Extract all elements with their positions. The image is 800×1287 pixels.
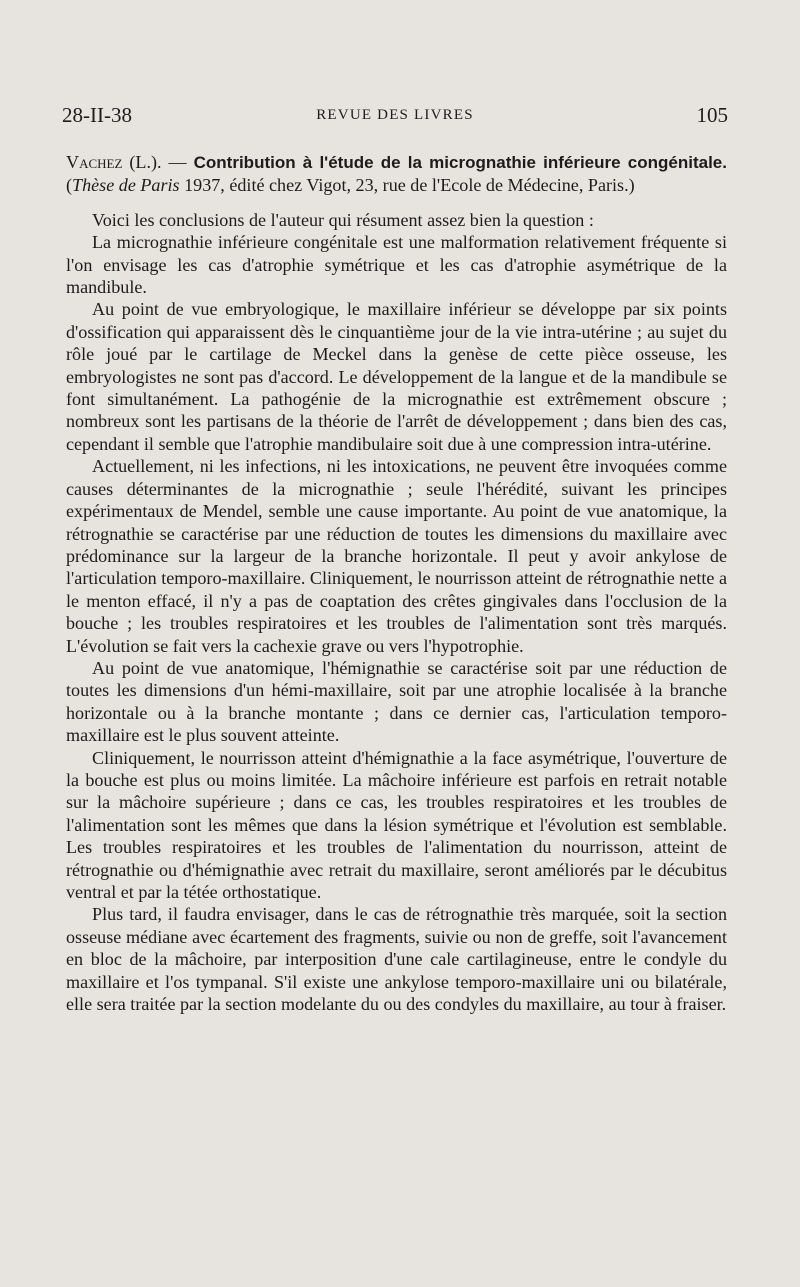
book-title: Contribution à l'étude de la micrognathie inférieure congénitale. (193, 153, 727, 172)
review-body (66, 151, 727, 1015)
thesis-open: ( (66, 175, 73, 196)
paragraph-clinical: Cliniquement, le nourrisson atteint d'hémignathie a la face asymétrique, l'ouverture de la bouche est plus ou moins limitée. La mâchoire inférieure est parfois en retrait notable sur la mâchoire supérieure ; dans ce cas, les troubles respiratoires et les troubles de l'alimentation sont les mêmes que dans la lésion symétrique et l'évolution est semblable. Les troubles respiratoires et les troubles de l'alimentation du nourrisson, atteint de rétrognathie ou d'hémignathie avec retrait du maxillaire, seront améliorés par le décubitus ventral et par la tétée orthostatique. (66, 747, 727, 902)
author-name: Vachez (L.). (66, 152, 162, 172)
paragraph-definition: La micrognathie inférieure congénitale est une malformation relativement fréquente si l'on envisage les cas d'atrophie symétrique et les cas d'atrophie asymétrique de la mandibule. (66, 232, 727, 298)
paragraph-treatment: Plus tard, il faudra envisager, dans le cas de rétrognathie très marquée, soit la section osseuse médiane avec écartement des fragments, suivie ou non de greffe, soit l'avancement en bloc de la mâchoire, par interposition d'une cale cartilagineuse, entre le condyle du maxillaire et l'os tympanal. S'il existe une ankylose temporo-maxillaire uni ou bilatérale, elle sera traitée par la section modelante du ou des condyles du maxillaire, au tour à fraiser. (66, 904, 727, 1015)
paragraph-etiology: Actuellement, ni les infections, ni les intoxications, ne peuvent être invoquées comme causes déterminantes de la micrognathie ; seule l'hérédité, suivant les principes expérimentaux de Mendel, semble une cause importante. Au point de vue anatomique, la rétrognathie se caractérise par une réduction de toutes les dimensions du maxillaire avec prédominance sur la largeur de la branche horizontale. Il peut y avoir ankylose de l'articulation temporo-maxillaire. Cliniquement, le nourrisson atteint de rétrognathie nette a le menton effacé, il n'y a pas de coaptation des crêtes gingivales dans l'occlusion de la bouche ; les troubles respiratoires et les troubles de l'alimentation sont très marqués. L'évolution se fait vers la cachexie grave ou vers l'hypotrophie. (66, 456, 727, 656)
publication-info: 1937, édité chez Vigot, 23, rue de l'Ecole de Médecine, Paris.) (179, 175, 635, 196)
thesis-label: Thèse de Paris (72, 175, 180, 196)
paragraph-embryology: Au point de vue embryologique, le maxillaire inférieur se développe par six points d'ossification qui apparaissent dès le cinquantième jour de la vie intra-utérine ; au sujet du rôle joué par le cartilage de Meckel dans la genèse de cette pièce osseuse, les embryologistes ne sont pas d'accord. Le développement de la langue et de la mandibule se font simultanément. La pathogénie de la micrognathie est extrêmement obscure ; nombreux sont les partisans de la théorie de l'arrêt de développement ; dans bien des cas, cependant il semble que l'atrophie mandibulaire soit due à une compression intra-utérine. (66, 299, 727, 454)
paragraph-anatomy: Au point de vue anatomique, l'hémignathie se caractérise soit par une réduction de toutes les dimensions d'un hémi-maxillaire, soit par une atrophie localisée à la branche horizontale ou à la branche montante ; dans ce dernier cas, l'articulation temporo-maxillaire est le plus souvent atteinte. (66, 657, 727, 746)
citation (66, 151, 727, 197)
paragraph-intro: Voici les conclusions de l'auteur qui résument assez bien la question : (92, 209, 594, 230)
running-title: REVUE DES LIVRES (316, 107, 474, 123)
page-number: 105 (696, 103, 728, 127)
issue-date: 28-II-38 (62, 103, 132, 127)
citation-dash: — (161, 152, 194, 172)
page-header (62, 103, 728, 133)
